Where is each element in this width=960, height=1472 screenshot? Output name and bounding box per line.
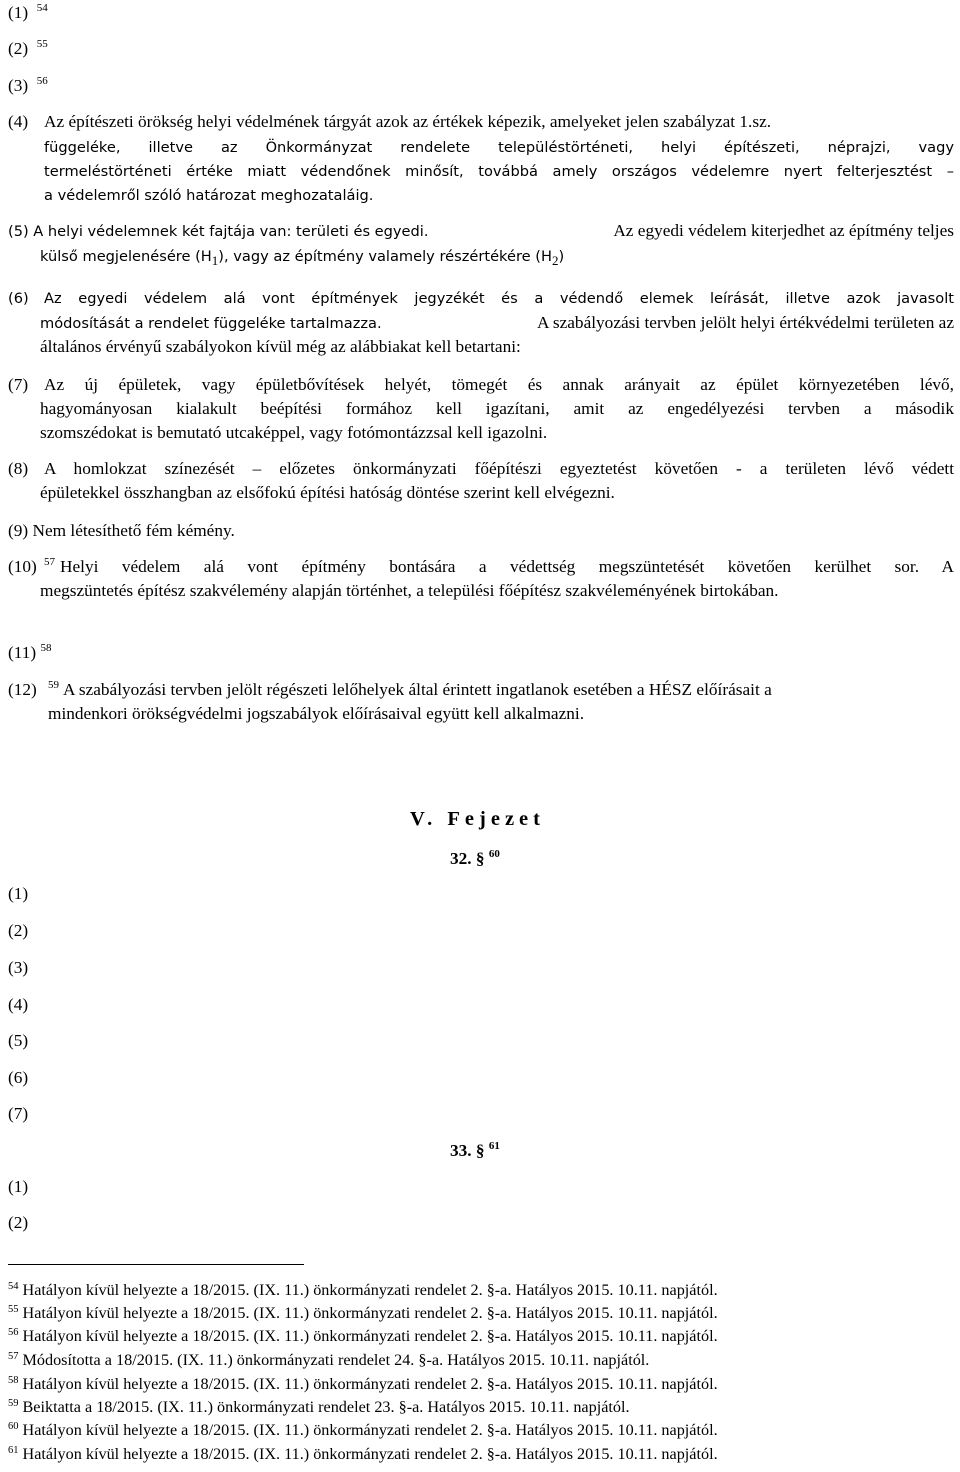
section-32-item: (5) <box>8 1031 29 1050</box>
footnote-number: 58 <box>8 1375 19 1386</box>
para-1 <box>8 2 48 24</box>
para-5-line-1-b: Az egyedi védelem kiterjedhet az építmény teljes <box>613 221 954 240</box>
para-9 <box>8 520 235 542</box>
para-4-line-4: a védelemről szóló határozat meghozataláig. <box>44 187 374 204</box>
para-4-line-3: termeléstörténeti értéke miatt védendőnek minősít, továbbá amely országos védelemre nyert felterjesztést – <box>44 163 954 180</box>
para-6-line-3: általános érvényű szabályokon kívül még az alábbiakat kell betartani: <box>40 337 521 356</box>
para-2 <box>8 38 48 60</box>
chapter-title: V. Fejezet <box>410 808 545 830</box>
footnote <box>8 1326 718 1346</box>
para-6-line-1: Az egyedi védelem alá vont építmények jegyzékét és a védendő elemek leírását, illetve azok javasolt <box>44 290 954 307</box>
footnote-text: Hatályon kívül helyezte a 18/2015. (IX. 11.) önkormányzati rendelet 2. §-a. Hatályos 2015. 10.11. napjától. <box>22 1445 718 1463</box>
footnote-number: 57 <box>8 1351 19 1362</box>
section-32-item: (7) <box>8 1104 29 1123</box>
footnote-ref[interactable]: 54 <box>36 2 48 14</box>
para-number: (9) <box>8 521 29 540</box>
footnote-text: Módosította a 18/2015. (IX. 11.) önkormányzati rendelet 24. §-a. Hatályos 2015. 10.11. napjától. <box>22 1351 650 1369</box>
footnote-text: Hatályon kívül helyezte a 18/2015. (IX. 11.) önkormányzati rendelet 2. §-a. Hatályos 2015. 10.11. napjától. <box>22 1421 718 1439</box>
footnote-number: 59 <box>8 1398 19 1409</box>
para-10-line-1: Helyi védelem alá vont építmény bontására a védettség megszüntetését követően kerülhet sor. A <box>60 557 954 576</box>
para-number: (4) <box>8 112 29 131</box>
footnote-number: 61 <box>8 1445 19 1456</box>
footnote <box>8 1303 718 1323</box>
section-32-item: (2) <box>8 921 29 940</box>
para-10-line-2: megszüntetés építész szakvélemény alapján történhet, a települési főépítész szakvéleményének birtokában. <box>40 581 779 600</box>
footnote-ref-number[interactable]: 59 <box>48 679 59 691</box>
text-run: A szabályozási tervben jelölt helyi értékvédelmi területen az <box>537 313 954 332</box>
footnote-number: 56 <box>8 1327 19 1338</box>
section-33-item: (2) <box>8 1213 29 1232</box>
para-7-line-2: hagyományosan kialakult beépítési formához kell igazítani, amit az engedélyezési tervben a második <box>40 399 954 418</box>
footnote-separator <box>8 1264 304 1265</box>
footnote-text: Hatályon kívül helyezte a 18/2015. (IX. 11.) önkormányzati rendelet 2. §-a. Hatályos 2015. 10.11. napjától. <box>22 1327 718 1345</box>
para-number: (7) <box>8 375 29 394</box>
para-8-line-2: épületekkel összhangban az elsőfokú építési hatóság döntése szerint kell elvégezni. <box>40 483 615 502</box>
section-32-item: (6) <box>8 1068 29 1087</box>
footnote-number: 55 <box>8 1304 19 1315</box>
para-12-line-1: A szabályozási tervben jelölt régészeti lelőhelyek által érintett ingatlanok esetében a HÉSZ előírásait a <box>63 680 772 699</box>
text-run: külső megjelenésére (H <box>40 248 212 265</box>
text-run: ), vagy az építmény valamely részértékére (H <box>218 248 552 265</box>
footnote <box>8 1280 718 1300</box>
footnote-ref[interactable]: 61 <box>488 1140 500 1152</box>
section-33-heading <box>450 1141 500 1161</box>
footnote-ref-number[interactable]: 57 <box>44 556 55 568</box>
para-number: (1) <box>8 3 29 22</box>
para-number: (6) <box>8 290 29 307</box>
footnote-ref[interactable] <box>48 679 59 701</box>
section-32-item: (1) <box>8 884 29 903</box>
footnote-ref[interactable] <box>44 556 55 578</box>
section-label: 33. § <box>450 1141 485 1160</box>
para-number: (10) <box>8 557 37 576</box>
footnote-ref[interactable]: 58 <box>40 642 52 654</box>
para-12-line-2: mindenkori örökségvédelmi jogszabályok előírásaival együtt kell alkalmazni. <box>48 704 585 723</box>
footnote <box>8 1444 718 1464</box>
para-number: (2) <box>8 39 29 58</box>
section-32-heading <box>450 849 500 869</box>
text-run: módosítását a rendelet függeléke tartalmazza. <box>40 315 382 332</box>
footnote-ref[interactable]: 55 <box>36 38 48 50</box>
para-9-text: Nem létesíthető fém kémény. <box>32 521 235 540</box>
section-33-item: (1) <box>8 1177 29 1196</box>
footnote <box>8 1374 718 1394</box>
para-4-line-2: függeléke, illetve az Önkormányzat rendelete településtörténeti, helyi építészeti, néprajzi, vagy <box>44 139 954 156</box>
footnote-text: Hatályon kívül helyezte a 18/2015. (IX. 11.) önkormányzati rendelet 2. §-a. Hatályos 2015. 10.11. napjától. <box>22 1281 718 1299</box>
para-number: (8) <box>8 459 29 478</box>
text-run: ) <box>558 248 565 265</box>
section-32-item: (4) <box>8 995 29 1014</box>
para-number: (3) <box>8 76 29 95</box>
section-label: 32. § <box>450 849 485 868</box>
footnote <box>8 1397 630 1417</box>
para-8-line-1: A homlokzat színezését – előzetes önkormányzati főépítészi egyeztetést követően - a területen lévő védett <box>44 459 954 478</box>
footnote-ref[interactable]: 56 <box>36 75 48 87</box>
para-5-line-2 <box>40 245 564 268</box>
footnote-text: Beiktatta a 18/2015. (IX. 11.) önkormányzati rendelet 23. §-a. Hatályos 2015. 10.11. napjától. <box>22 1398 630 1416</box>
para-5-line-1-a: (5) A helyi védelemnek két fajtája van: területi és egyedi. <box>8 223 429 240</box>
footnote-number: 54 <box>8 1281 19 1292</box>
footnote <box>8 1350 649 1370</box>
footnote-ref[interactable]: 60 <box>488 848 500 860</box>
footnote-text: Hatályon kívül helyezte a 18/2015. (IX. 11.) önkormányzati rendelet 2. §-a. Hatályos 2015. 10.11. napjától. <box>22 1304 718 1322</box>
subscript: 2 <box>551 253 559 268</box>
para-6-line-2 <box>40 312 954 335</box>
para-7-line-1: Az új épületek, vagy épületbővítések helyét, tömegét és annak arányait az épület környezetében lévő, <box>44 375 954 394</box>
footnote-number: 60 <box>8 1421 19 1432</box>
para-5-line-1 <box>8 220 954 243</box>
para-number: (11) <box>8 643 37 662</box>
para-11 <box>8 642 51 664</box>
para-3 <box>8 75 48 97</box>
section-32-item: (3) <box>8 958 29 977</box>
footnote <box>8 1420 718 1440</box>
footnote-text: Hatályon kívül helyezte a 18/2015. (IX. 11.) önkormányzati rendelet 2. §-a. Hatályos 2015. 10.11. napjától. <box>22 1375 718 1393</box>
para-number: (12) <box>8 680 37 699</box>
subscript: 1 <box>211 253 219 268</box>
para-7-line-3: szomszédokat is bemutató utcaképpel, vagy fotómontázzsal kell igazolni. <box>40 423 548 442</box>
para-4-line-1: Az építészeti örökség helyi védelmének tárgyát azok az értékek képezik, amelyeket jelen szabályzat 1.sz. <box>44 112 772 131</box>
